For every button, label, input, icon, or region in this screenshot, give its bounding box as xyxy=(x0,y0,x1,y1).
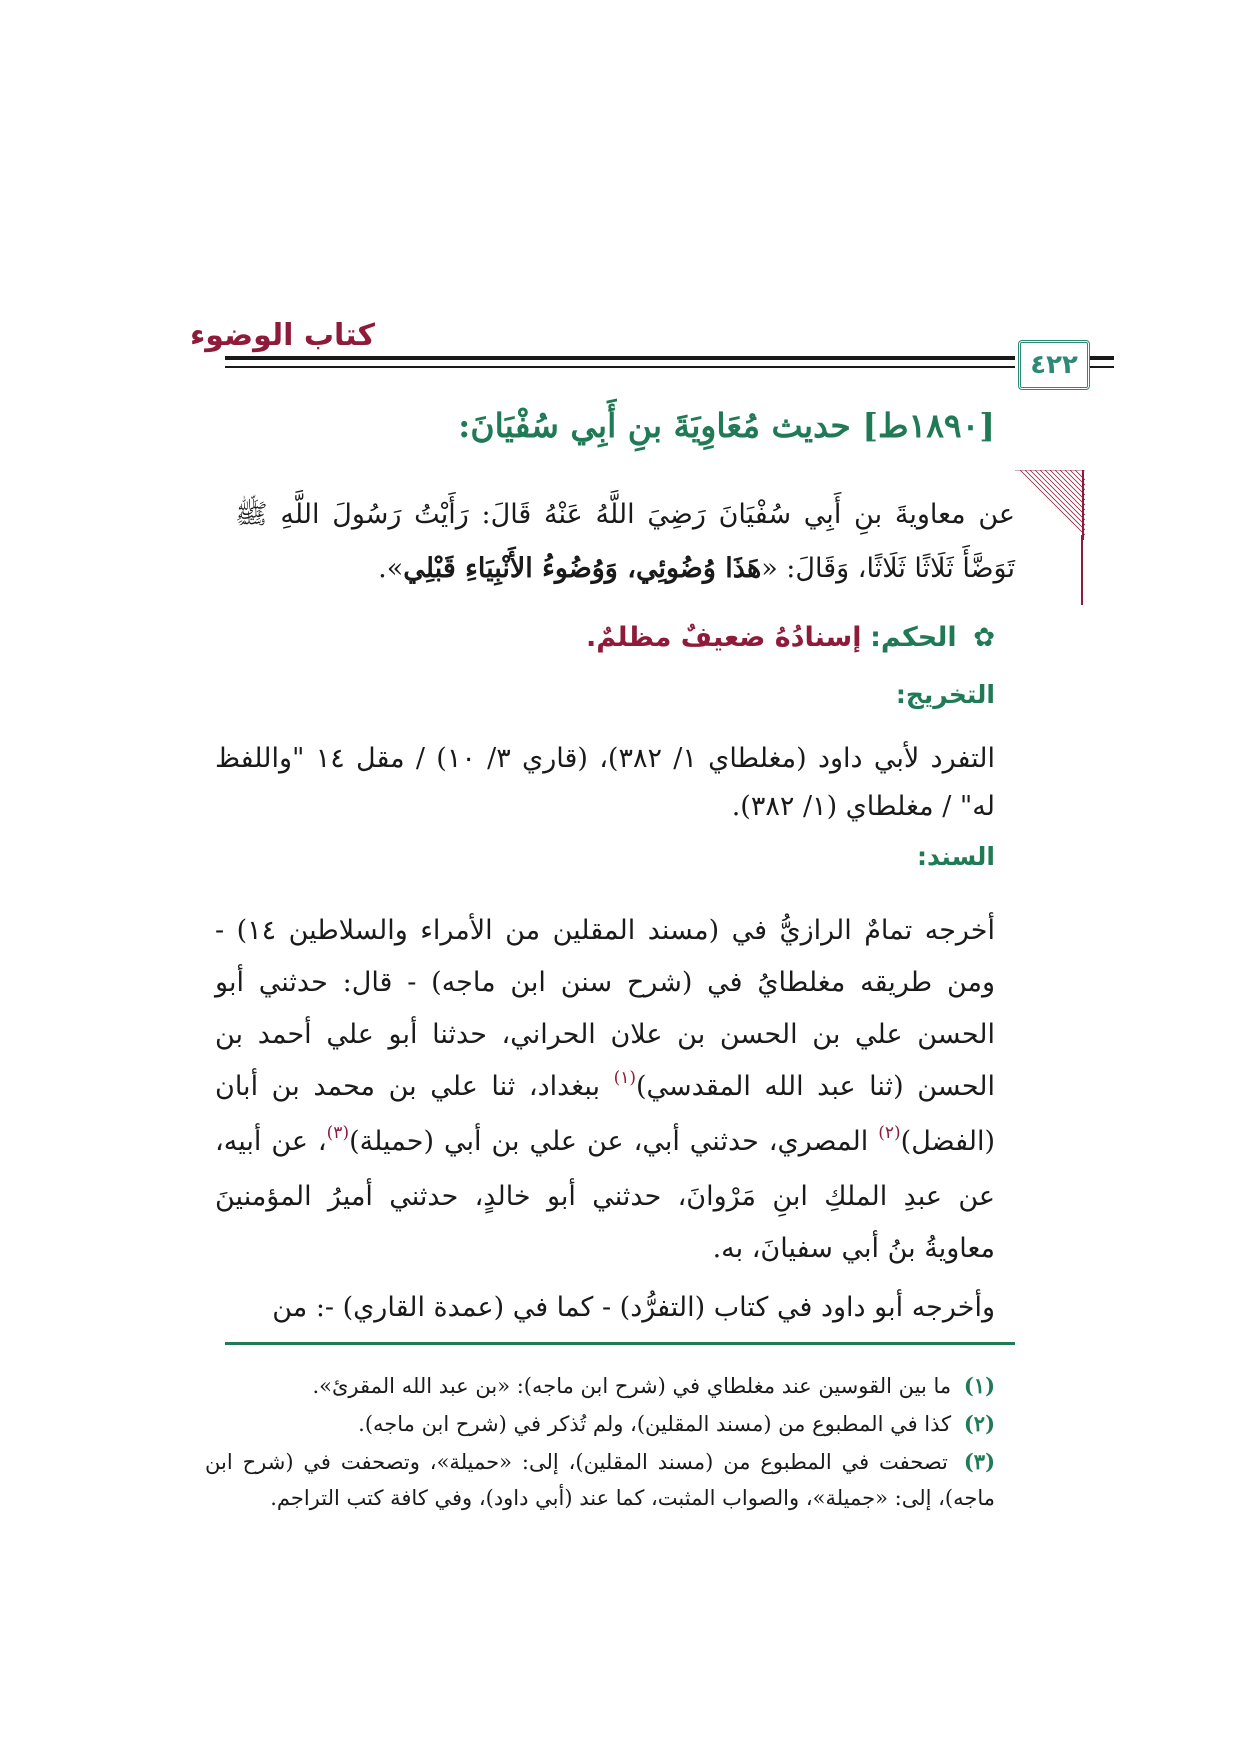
footnote-2 xyxy=(205,1406,995,1442)
footnote-number: (٣) xyxy=(963,1449,995,1474)
hadith-heading-text: حديث مُعَاوِيَةَ بنِ أَبِي سُفْيَانَ: xyxy=(458,406,851,445)
page-number: ٤٢٢ xyxy=(1030,350,1078,380)
tahrij-text: التفرد لأبي داود (مغلطاي ١/ ٣٨٢)، (قاري ٣/ ١٠) / مقل ١٤ "واللفظ له" / مغلطاي (١/ ٣٨٢). xyxy=(215,743,996,822)
footnotes xyxy=(205,1368,995,1518)
sanad-part-4: ، عن أبيه، عن عبدِ الملكِ ابنِ مَرْوانَ، حدثني أبو خالدٍ، حدثني أميرُ المؤمنينَ معاويةُ بنُ أبي سفيانَ، به. xyxy=(215,1126,995,1264)
hadith-number: [١٨٩٠ط] xyxy=(862,406,995,445)
footnote-3 xyxy=(205,1444,995,1516)
flower-ornament-icon: ✿ xyxy=(973,623,995,653)
footnote-1 xyxy=(205,1368,995,1404)
sanad-part-2: ببغداد، ثنا علي بن محمد بن أبان (الفضل) xyxy=(215,1071,995,1157)
footnote-ref-1[interactable]: (١) xyxy=(613,1068,636,1088)
footnote-number: (٢) xyxy=(963,1411,995,1436)
footnote-number: (١) xyxy=(963,1373,995,1398)
ruling-line xyxy=(586,622,995,653)
ruling-label: الحكم: xyxy=(870,622,957,653)
footnote-text: تصحفت في المطبوع من (مسند المقلين)، إلى: «حميلة»، وتصحفت في (شرح ابن ماجه)، إلى: «جميلة»، والصواب المثبت، كما عند (أبي داود)، وفي كافة كتب التراجم. xyxy=(205,1450,995,1510)
hadith-heading xyxy=(458,406,995,445)
footnote-ref-3[interactable]: (٣) xyxy=(326,1123,350,1143)
sanad-label: السند: xyxy=(916,842,995,871)
hadith-text-tail: ». xyxy=(378,553,404,584)
header-rule-thin xyxy=(225,366,1015,368)
header-rule-left-thin xyxy=(1090,366,1114,368)
hadith-text-lead: عن معاويةَ بنِ أَبِي سُفْيَانَ رَضِيَ اللَّهُ عَنْهُ قَالَ: رَأَيْتُ رَسُولَ اللَّهِ ﷺ تَوَضَّأَ ثَلَاثًا ثَلَاثًا، وَقَالَ: « xyxy=(235,499,1015,584)
continuation-paragraph: وأخرجه أبو داود في كتاب (التفرُّد) - كما في (عمدة القاري) -: من xyxy=(272,1292,995,1323)
hadith-corner-ornament-icon xyxy=(1015,470,1085,540)
footnote-text: كذا في المطبوع من (مسند المقلين)، ولم تُذكر في (شرح ابن ماجه). xyxy=(358,1412,952,1436)
page-number-frame xyxy=(1018,340,1090,390)
tahrij-label: التخريج: xyxy=(895,680,995,709)
header-rule-thick xyxy=(225,356,1015,360)
ruling-value: إسنادُهُ ضعيفٌ مظلمٌ. xyxy=(585,622,862,653)
hadith-box-side-rule xyxy=(1081,535,1083,605)
sanad-part-3: المصري، حدثني أبي، عن علي بن أبي (حميلة) xyxy=(349,1126,879,1157)
footnote-divider xyxy=(225,1342,1015,1345)
hadith-text xyxy=(235,488,1015,596)
header-rule-left-thick xyxy=(1090,356,1114,360)
sanad-part-1: أخرجه تمامٌ الرازيُّ في (مسند المقلين من الأمراء والسلاطين ١٤) - ومن طريقه مغلطايُ في (شرح سنن ابن ماجه) - قال: حدثني أبو الحسن علي بن الحسن بن علان الحراني، حدثنا أبو علي أحمد بن الحسن (ثنا عبد الله المقدسي) xyxy=(215,915,995,1102)
hadith-text-bold: هَذَا وُضُوئِي، وَوُضُوءُ الأَنْبِيَاءِ قَبْلِي xyxy=(403,553,762,584)
footnote-ref-2[interactable]: (٢) xyxy=(878,1123,901,1143)
hadith-text-box xyxy=(225,470,1015,600)
chapter-title: كتاب الوضوء xyxy=(189,318,375,353)
footnote-text: ما بين القوسين عند مغلطاي في (شرح ابن ماجه): «بن عبد الله المقرئ». xyxy=(312,1374,952,1398)
sanad-text xyxy=(215,905,995,1275)
